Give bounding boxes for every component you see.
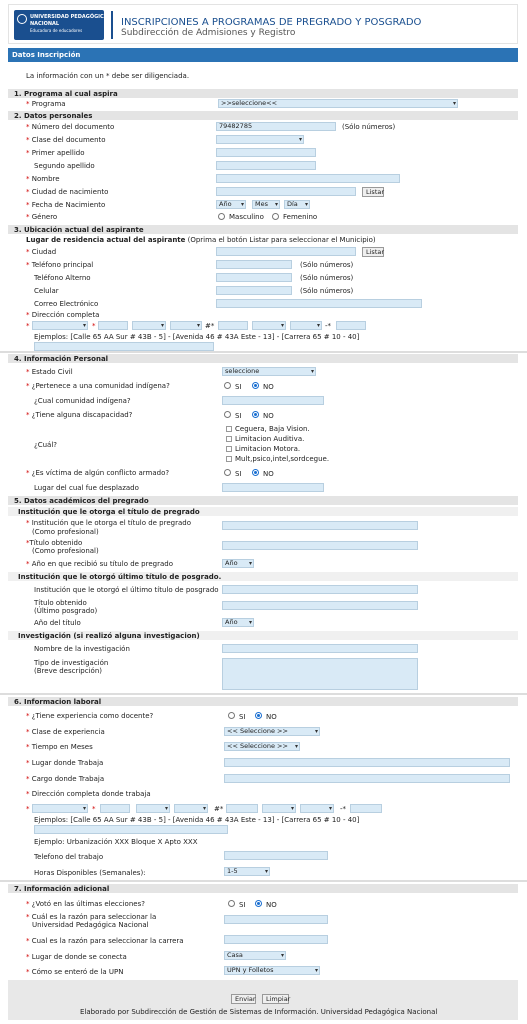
tipo-investigacion-label: Tipo de investigación <box>34 659 109 667</box>
cual-comunidad-label: ¿Cual comunidad indígena? <box>34 397 131 405</box>
anio-posgrado-label: Año del título <box>34 619 81 627</box>
discapacidad-si-radio[interactable] <box>224 411 231 418</box>
correo-label: Correo Electrónico <box>34 300 99 308</box>
divider <box>0 880 527 882</box>
footer-credit: Elaborado por Subdirección de Gestión de Sistemas de Información. Universidad Pedagógica Nacional <box>80 1008 438 1016</box>
estado-civil-label: * Estado Civil <box>26 368 73 376</box>
si-label: SI <box>239 713 246 721</box>
req-marker: * <box>26 322 30 330</box>
lugar-trabajo-label: * Lugar donde Trabaja <box>26 759 104 767</box>
page-subtitle: Subdirección de Admisiones y Registro <box>121 28 296 38</box>
discapacidad-no-radio[interactable] <box>252 411 259 418</box>
dia-nacimiento-select[interactable]: Día ▾ <box>284 200 310 209</box>
tipo-investigacion-label-2: (Breve descripción) <box>34 667 102 675</box>
lugar-conecta-select[interactable]: Casa ▾ <box>224 951 286 960</box>
nombre-label: * Nombre <box>26 175 60 183</box>
page-title: INSCRIPCIONES A PROGRAMAS DE PREGRADO Y POSGRADO <box>121 17 422 28</box>
no-label: NO <box>263 412 274 420</box>
solo-numeros-hint: (Sólo números) <box>300 287 354 295</box>
discapacidad-option: Mult,psico,intel,sordcegue. <box>235 455 330 463</box>
form-title-bar: Datos Inscripción <box>8 48 518 62</box>
direccion-ejemplos: Ejemplos: [Calle 65 AA Sur # 43B - 5] - [Avenida 46 # 43A Este - 13] - [Carrera 65 # 10 - 40] <box>34 333 360 341</box>
hash-marker: #* <box>205 322 215 330</box>
programa-label: * Programa <box>26 100 66 108</box>
discapacidad-checkbox-2[interactable] <box>226 436 232 442</box>
section-5-title: 5. Datos académicos del pregrado <box>8 496 518 505</box>
razon-upn-label-2: Universidad Pedagógica Nacional <box>32 921 149 929</box>
fecha-nacimiento-label: * Fecha de Nacimiento <box>26 201 106 209</box>
voto-si-radio[interactable] <box>228 900 235 907</box>
discapacidad-option: Limitacion Auditiva. <box>235 435 305 443</box>
direccion-trabajo-label: * Dirección completa donde trabaja <box>26 790 151 798</box>
anio-posgrado-select[interactable]: Año ▾ <box>222 618 254 627</box>
section-2-title: 2. Datos personales <box>8 111 518 120</box>
cargo-trabajo-input[interactable] <box>224 774 510 783</box>
section-3-title: 3. Ubicación actual del aspirante <box>8 225 518 234</box>
dash-marker: -* <box>340 805 347 813</box>
indigena-label: * ¿Pertenece a una comunidad indígena? <box>26 382 170 390</box>
divider <box>0 351 527 353</box>
clase-experiencia-label: * Clase de experiencia <box>26 728 105 736</box>
trabajo-complemento-input[interactable] <box>34 825 228 834</box>
genero-femenino-radio[interactable] <box>272 213 279 220</box>
residencia-subtitle: Lugar de residencia actual del aspirante (Oprima el botón Listar para seleccionar el Municipio) <box>26 236 376 244</box>
titulo-posgrado-label: Título obtenido <box>34 599 87 607</box>
titulo-pregrado-input[interactable] <box>222 541 418 550</box>
horas-disponibles-select[interactable]: 1-5 ▾ <box>224 867 270 876</box>
numero-documento-input[interactable]: 79482785 <box>216 122 336 131</box>
discapacidad-option: Ceguera, Baja Vision. <box>235 425 310 433</box>
investigacion-subtitle: Investigación (si realizó alguna investigacion) <box>8 631 518 640</box>
dash-marker: -* <box>325 322 332 330</box>
si-label: SI <box>239 901 246 909</box>
indigena-no-radio[interactable] <box>252 382 259 389</box>
discapacidad-checkbox-1[interactable] <box>226 426 232 432</box>
listar-ciudad-button[interactable]: Listar <box>362 247 384 257</box>
direccion-label: * Dirección completa <box>26 311 100 319</box>
solo-numeros-hint: (Sólo números) <box>300 261 354 269</box>
logo-text-2: NACIONAL <box>30 21 60 27</box>
req-marker: * <box>26 805 30 813</box>
enviar-button[interactable]: Enviar <box>231 994 256 1004</box>
solo-numeros-hint: (Sólo números) <box>300 274 354 282</box>
ciudad-nacimiento-label: * Ciudad de nacimiento <box>26 188 109 196</box>
no-label: NO <box>266 901 277 909</box>
trabajo-tipo-via-select[interactable] <box>32 804 88 813</box>
direccion-letra2-select[interactable] <box>252 321 286 330</box>
victima-label: * ¿Es víctima de algún conflicto armado? <box>26 469 170 477</box>
celular-label: Celular <box>34 287 59 295</box>
section-7-title: 7. Información adicional <box>8 884 518 893</box>
trabajo-ejemplo-2: Ejemplo: Urbanización XXX Bloque X Apto XXX <box>34 838 198 846</box>
segundo-apellido-label: Segundo apellido <box>34 162 95 170</box>
estado-civil-select[interactable]: seleccione ▾ <box>222 367 316 376</box>
anio-pregrado-select[interactable]: Año ▾ <box>222 559 254 568</box>
trabajo-placa-input[interactable] <box>350 804 382 813</box>
cual-comunidad-input[interactable] <box>222 396 324 405</box>
voto-no-radio[interactable] <box>255 900 262 907</box>
listar-ciudad-nacimiento-button[interactable]: Listar <box>362 187 384 197</box>
institucion-pregrado-label-2: (Como profesional) <box>32 528 99 536</box>
razon-upn-label: * Cuál es la razón para seleccionar la <box>26 913 157 921</box>
tiempo-meses-select[interactable]: << Seleccione >> ▾ <box>224 742 300 751</box>
telefono-trabajo-input[interactable] <box>224 851 328 860</box>
correo-input[interactable] <box>216 299 422 308</box>
docente-si-radio[interactable] <box>228 712 235 719</box>
primer-apellido-input[interactable] <box>216 148 316 157</box>
seal-icon <box>17 14 27 24</box>
titulo-pregrado-label-2: (Como profesional) <box>32 547 99 555</box>
telefono-alterno-label: Teléfono Alterno <box>34 274 91 282</box>
direccion-sufijo-select[interactable] <box>170 321 202 330</box>
no-label: NO <box>263 383 274 391</box>
genero-label: * Género <box>26 213 58 221</box>
tiempo-meses-label: * Tiempo en Meses <box>26 743 93 751</box>
horas-disponibles-label: Horas Disponibles (Semanales): <box>34 869 146 877</box>
direccion-numero2-input[interactable] <box>218 321 248 330</box>
solo-numeros-hint: (Sólo números) <box>342 123 396 131</box>
divider <box>0 693 527 695</box>
docente-no-radio[interactable] <box>255 712 262 719</box>
discapacidad-checkbox-4[interactable] <box>226 456 232 462</box>
lugar-trabajo-input[interactable] <box>224 758 510 767</box>
telefono-alterno-input[interactable] <box>216 273 292 282</box>
entero-upn-select[interactable]: UPN y Folletos ▾ <box>224 966 320 975</box>
req-marker: * <box>92 322 96 330</box>
discapacidad-checkbox-3[interactable] <box>226 446 232 452</box>
razon-carrera-label: * Cual es la razón para seleccionar la carrera <box>26 937 184 945</box>
razon-carrera-input[interactable] <box>224 935 328 944</box>
lugar-conecta-label: * Lugar de donde se conecta <box>26 953 127 961</box>
header-divider <box>111 11 113 39</box>
telefono-principal-input[interactable] <box>216 260 292 269</box>
limpiar-button[interactable]: Limpiar <box>262 994 289 1004</box>
anio-pregrado-label: * Año en que recibió su título de pregrado <box>26 560 173 568</box>
direccion-numero-input[interactable] <box>98 321 128 330</box>
institucion-pregrado-label: * Institución que le otorga el título de pregrado <box>26 519 191 527</box>
telefono-trabajo-label: Telefono del trabajo <box>34 853 104 861</box>
nombre-investigacion-label: Nombre de la investigación <box>34 645 130 653</box>
celular-input[interactable] <box>216 286 292 295</box>
victima-no-radio[interactable] <box>252 469 259 476</box>
trabajo-letra-select[interactable] <box>136 804 170 813</box>
cargo-trabajo-label: * Cargo donde Trabaja <box>26 775 105 783</box>
trabajo-ejemplos: Ejemplos: [Calle 65 AA Sur # 43B - 5] - [Avenida 46 # 43A Este - 13] - [Carrera 65 # 10 - 40] <box>34 816 360 824</box>
section-4-title: 4. Información Personal <box>8 354 518 363</box>
razon-upn-input[interactable] <box>224 915 328 924</box>
direccion-placa-input[interactable] <box>336 321 366 330</box>
mes-nacimiento-select[interactable]: Mes ▾ <box>252 200 280 209</box>
pregrado-subtitle: Institución que le otorga el título de pregrado <box>8 507 518 516</box>
institucion-posgrado-label: Institución que le otorgó el último título de posgrado <box>34 586 219 594</box>
trabajo-numero-input[interactable] <box>100 804 130 813</box>
no-label: NO <box>263 470 274 478</box>
titulo-posgrado-input[interactable] <box>222 601 418 610</box>
anio-nacimiento-select[interactable]: Año ▾ <box>216 200 246 209</box>
ciudad-label: * Ciudad <box>26 248 57 256</box>
section-6-title: 6. Informacion laboral <box>8 697 518 706</box>
discapacidad-option: Limitacion Motora. <box>235 445 301 453</box>
indigena-si-radio[interactable] <box>224 382 231 389</box>
page-header <box>8 4 518 44</box>
si-label: SI <box>235 383 242 391</box>
titulo-pregrado-label: *Título obtenido <box>26 539 83 547</box>
ciudad-nacimiento-input[interactable] <box>216 187 356 196</box>
discapacidad-label: * ¿Tiene alguna discapacidad? <box>26 411 133 419</box>
trabajo-numero2-input[interactable] <box>226 804 258 813</box>
direccion-complemento-input[interactable] <box>34 342 214 351</box>
si-label: SI <box>235 470 242 478</box>
section-1-title: 1. Programa al cual aspira <box>8 89 518 98</box>
lugar-desplazado-input[interactable] <box>222 483 324 492</box>
logo-text-3: Educadora de educadores <box>30 28 83 33</box>
titulo-posgrado-label-2: (Último posgrado) <box>34 607 98 615</box>
trabajo-letra2-select[interactable] <box>262 804 296 813</box>
primer-apellido-label: * Primer apellido <box>26 149 85 157</box>
direccion-letra-select[interactable] <box>132 321 166 330</box>
victima-si-radio[interactable] <box>224 469 231 476</box>
direccion-sufijo2-select[interactable] <box>290 321 322 330</box>
clase-experiencia-select[interactable]: << Seleccione >> ▾ <box>224 727 320 736</box>
genero-masculino-radio[interactable] <box>218 213 225 220</box>
voto-label: * ¿Votó en las últimas elecciones? <box>26 900 145 908</box>
no-label: NO <box>266 713 277 721</box>
trabajo-sufijo-select[interactable] <box>174 804 208 813</box>
femenino-label: Femenino <box>283 213 318 221</box>
si-label: SI <box>235 412 242 420</box>
docente-label: * ¿Tiene experiencia como docente? <box>26 712 154 720</box>
direccion-tipo-via-select[interactable] <box>32 321 88 330</box>
clase-documento-select[interactable] <box>216 135 304 144</box>
posgrado-subtitle: Institución que le otorgó último título de posgrado. <box>8 572 518 581</box>
numero-documento-label: * Número del documento <box>26 123 115 131</box>
req-marker: * <box>92 805 96 813</box>
nombre-input[interactable] <box>216 174 400 183</box>
clase-documento-label: * Clase del documento <box>26 136 106 144</box>
entero-upn-label: * Cómo se enteró de la UPN <box>26 968 124 976</box>
cual-discapacidad-label: ¿Cuál? <box>34 441 57 449</box>
segundo-apellido-input[interactable] <box>216 161 316 170</box>
logo-text-1: UNIVERSIDAD PEDAGÓGICA <box>30 14 108 20</box>
institucion-posgrado-input[interactable] <box>222 585 418 594</box>
required-note: La información con un * debe ser diligenciada. <box>26 72 190 80</box>
institucion-pregrado-input[interactable] <box>222 521 418 530</box>
telefono-principal-label: * Teléfono principal <box>26 261 94 269</box>
ciudad-input[interactable] <box>216 247 356 256</box>
nombre-investigacion-input[interactable] <box>222 644 418 653</box>
university-logo <box>14 10 108 40</box>
lugar-desplazado-label: Lugar del cual fue desplazado <box>34 484 139 492</box>
hash-marker: #* <box>214 805 224 813</box>
tipo-investigacion-textarea[interactable] <box>222 658 418 690</box>
trabajo-sufijo2-select[interactable] <box>300 804 334 813</box>
programa-select[interactable]: >>seleccione<< ▾ <box>218 99 458 108</box>
masculino-label: Masculino <box>229 213 264 221</box>
